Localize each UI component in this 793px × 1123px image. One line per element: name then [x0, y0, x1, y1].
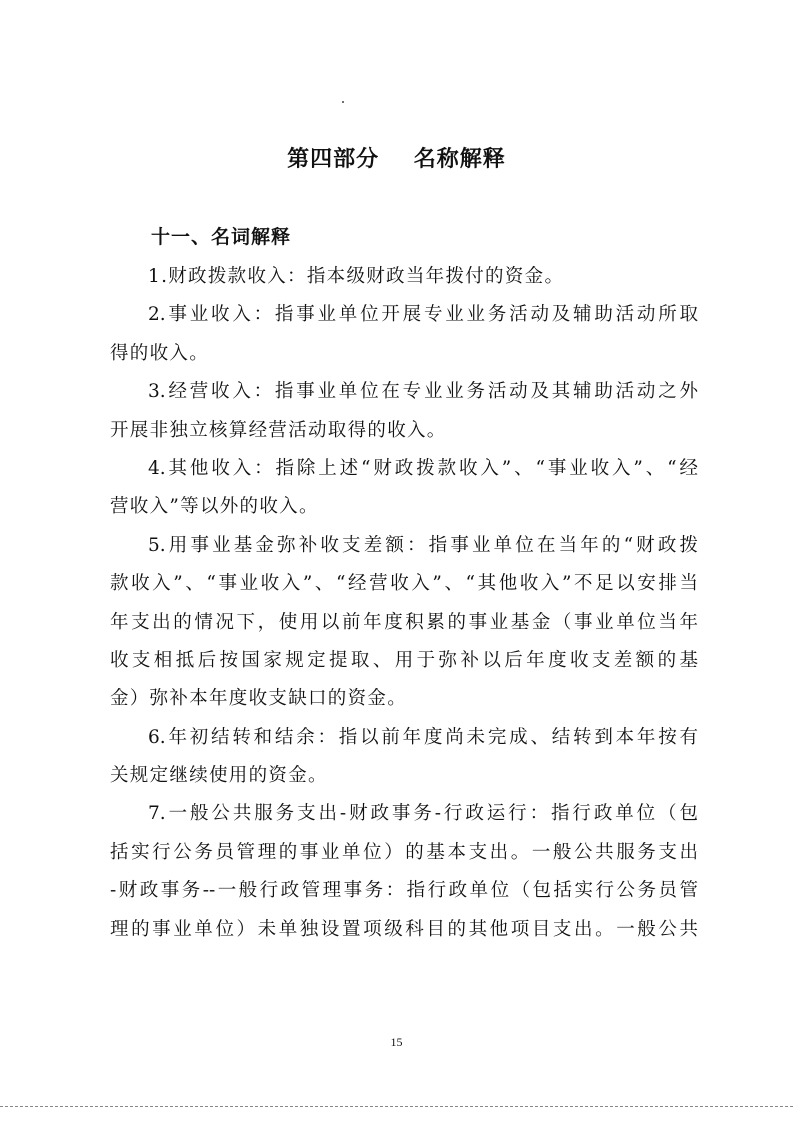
section-title: 十一、名词解释: [151, 226, 292, 248]
paragraph-line: 营收入”等以外的收入。: [110, 496, 319, 518]
paragraph-line: 7.一般公共服务支出-财政事务-行政运行：指行政单位（包: [148, 803, 698, 825]
paragraph-line: 5.用事业基金弥补收支差额：指事业单位在当年的“财政拨: [148, 534, 698, 556]
scan-speck: [342, 101, 344, 103]
paragraph-line: 理的事业单位）未单独设置项级科目的其他项目支出。一般公共: [110, 918, 698, 940]
paragraph-line: 开展非独立核算经营活动取得的收入。: [110, 419, 447, 441]
paragraph-line: 6.年初结转和结余：指以前年度尚未完成、结转到本年按有: [148, 726, 698, 748]
scan-edge-line: [0, 1106, 793, 1107]
paragraph-line: 3.经营收入：指事业单位在专业业务活动及其辅助活动之外: [148, 381, 698, 403]
part-title: 第四部分 名称解释: [287, 147, 506, 172]
paragraph-line: 金）弥补本年度收支缺口的资金。: [110, 688, 408, 710]
paragraph-line: -财政事务--一般行政管理事务：指行政单位（包括实行公务员管: [110, 880, 698, 902]
paragraph-line: 得的收入。: [110, 342, 210, 364]
paragraph-line: 收支相抵后按国家规定提取、用于弥补以后年度收支差额的基: [110, 649, 698, 671]
page-number: 15: [390, 1035, 403, 1049]
body-text: [110, 258, 698, 949]
paragraph-line: 款收入”、“事业收入”、“经营收入”、“其他收入”不足以安排当: [110, 573, 698, 595]
paragraph-line: 4.其他收入：指除上述“财政拨款收入”、“事业收入”、“经: [148, 457, 698, 479]
paragraph-line: 括实行公务员管理的事业单位）的基本支出。一般公共服务支出: [110, 841, 698, 863]
paragraph-line: 关规定继续使用的资金。: [110, 765, 328, 787]
paragraph-line: 1.财政拨款收入：指本级财政当年拨付的资金。: [148, 266, 565, 287]
paragraph-line: 2.事业收入：指事业单位开展专业业务活动及辅助活动所取: [148, 304, 698, 326]
paragraph-line: 年支出的情况下，使用以前年度积累的事业基金（事业单位当年: [110, 611, 698, 633]
